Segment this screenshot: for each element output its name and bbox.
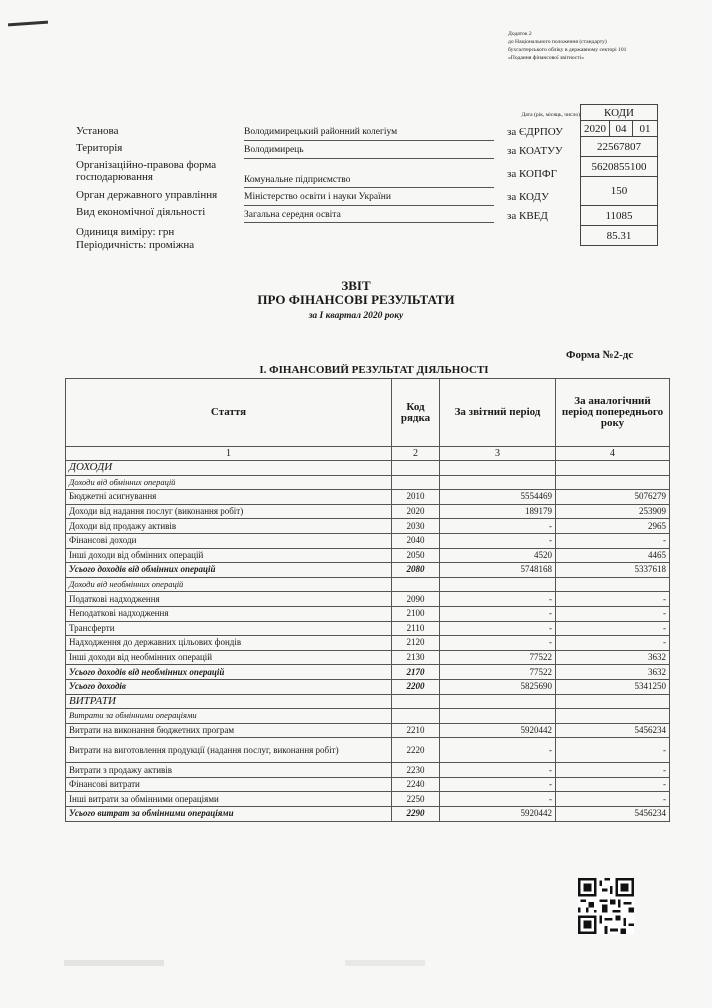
- codelabel-kodu: за КОДУ: [507, 191, 549, 203]
- row-label: Податкові надходження: [66, 592, 392, 607]
- row-code: 2040: [392, 533, 440, 548]
- codes-header: КОДИ: [581, 105, 658, 121]
- row-label: Усього витрат за обмінними операціями: [66, 807, 392, 822]
- pen-mark: [8, 21, 48, 27]
- row-label: Неподаткові надходження: [66, 606, 392, 621]
- row-previous: [556, 577, 670, 592]
- table-row: [66, 709, 670, 724]
- row-current: -: [440, 621, 556, 636]
- row-code: 2220: [392, 738, 440, 763]
- row-current: [440, 577, 556, 592]
- qr-code-icon: [578, 878, 634, 934]
- table-row: [66, 461, 670, 476]
- underline: [244, 158, 494, 159]
- row-label: Фінансові витрати: [66, 777, 392, 792]
- date-month: 04: [610, 121, 633, 137]
- annex-line: Додаток 2: [508, 31, 532, 37]
- row-current: -: [440, 763, 556, 778]
- row-current: -: [440, 777, 556, 792]
- header-current: За звітний період: [440, 379, 556, 447]
- codes-table: [580, 104, 658, 246]
- table-row: [66, 723, 670, 738]
- periodicity-label: Періодичність: проміжна: [76, 239, 195, 251]
- row-code: 2250: [392, 792, 440, 807]
- codelabel-kopfg: за КОПФГ: [507, 168, 557, 180]
- label-activity: Вид економічної діяльності: [76, 206, 206, 218]
- code-koatuu: 5620855100: [581, 157, 658, 177]
- table-row: [66, 777, 670, 792]
- table-row: [66, 679, 670, 694]
- row-code: [392, 475, 440, 490]
- value-org-form: Комунальне підприємство: [244, 175, 351, 185]
- row-current: -: [440, 533, 556, 548]
- row-previous: 3632: [556, 650, 670, 665]
- row-code: 2170: [392, 665, 440, 680]
- header-code: Код рядка: [392, 379, 440, 447]
- form-number: Форма №2-дс: [566, 349, 634, 361]
- footer-smudge: [64, 960, 164, 966]
- annex-line: «Подання фінансової звітності»: [508, 55, 585, 61]
- row-current: 77522: [440, 665, 556, 680]
- colnum: 2: [392, 447, 440, 461]
- row-code: [392, 709, 440, 724]
- table-row: [66, 738, 670, 763]
- unit-label: Одиниця виміру: грн: [76, 226, 175, 238]
- table-row: [66, 694, 670, 709]
- row-current: -: [440, 606, 556, 621]
- row-current: 5748168: [440, 563, 556, 578]
- row-previous: [556, 694, 670, 709]
- row-current: -: [440, 519, 556, 534]
- row-current: 5825690: [440, 679, 556, 694]
- table-row: [66, 650, 670, 665]
- row-label: Усього доходів від обмінних операцій: [66, 563, 392, 578]
- row-previous: -: [556, 606, 670, 621]
- row-code: 2210: [392, 723, 440, 738]
- code-kodu: 11085: [581, 206, 658, 226]
- row-previous: -: [556, 592, 670, 607]
- row-previous: 2965: [556, 519, 670, 534]
- colnum: 3: [440, 447, 556, 461]
- report-period: за I квартал 2020 року: [308, 311, 404, 321]
- row-current: 189179: [440, 504, 556, 519]
- annex-line: бухгалтерського обліку в державному секторі 101: [508, 47, 627, 53]
- value-institution: Володимирецький районний колегіум: [244, 127, 398, 137]
- row-previous: [556, 709, 670, 724]
- row-label: ДОХОДИ: [66, 461, 392, 476]
- header-article: Стаття: [66, 379, 392, 447]
- code-kved: 85.31: [581, 226, 658, 246]
- row-previous: 253909: [556, 504, 670, 519]
- row-previous: 4465: [556, 548, 670, 563]
- row-code: 2100: [392, 606, 440, 621]
- footer-smudge: [345, 960, 425, 966]
- table-row: [66, 665, 670, 680]
- row-previous: 5341250: [556, 679, 670, 694]
- row-code: 2110: [392, 621, 440, 636]
- row-current: 5920442: [440, 723, 556, 738]
- underline: [244, 205, 494, 206]
- table-row: [66, 606, 670, 621]
- codelabel-koatuu: за КОАТУУ: [507, 145, 563, 157]
- table-row: [66, 475, 670, 490]
- report-subtitle: ПРО ФІНАНСОВІ РЕЗУЛЬТАТИ: [257, 292, 455, 307]
- row-label: Доходи від необмінних операцій: [66, 577, 392, 592]
- table-row: [66, 577, 670, 592]
- row-current: -: [440, 592, 556, 607]
- row-label: Доходи від надання послуг (виконання робіт): [66, 504, 392, 519]
- row-current: 4520: [440, 548, 556, 563]
- row-code: 2130: [392, 650, 440, 665]
- colnum: 1: [66, 447, 392, 461]
- row-current: [440, 694, 556, 709]
- date-label: Дата (рік, місяць, число): [521, 112, 580, 118]
- row-previous: 5076279: [556, 490, 670, 505]
- annex-line: до Національного положення (стандарту): [508, 39, 607, 45]
- table-row: [66, 519, 670, 534]
- row-code: [392, 461, 440, 476]
- value-territory: Володимирець: [244, 145, 304, 155]
- row-current: -: [440, 636, 556, 651]
- row-code: 2050: [392, 548, 440, 563]
- row-previous: -: [556, 792, 670, 807]
- table-row: [66, 621, 670, 636]
- row-code: 2240: [392, 777, 440, 792]
- row-label: Інші доходи від обмінних операцій: [66, 548, 392, 563]
- row-previous: -: [556, 777, 670, 792]
- underline: [244, 222, 494, 223]
- label-org-form: Організаційно-правова форма господарювання: [76, 159, 217, 183]
- row-code: [392, 577, 440, 592]
- row-code: 2080: [392, 563, 440, 578]
- table-row: [66, 592, 670, 607]
- codelabel-edrpou: за ЄДРПОУ: [507, 126, 563, 138]
- row-previous: [556, 461, 670, 476]
- label-gov-body: Орган державного управління: [76, 189, 218, 201]
- row-previous: 3632: [556, 665, 670, 680]
- row-label: Витрати за обмінними операціями: [66, 709, 392, 724]
- table-row: [66, 792, 670, 807]
- row-previous: [556, 475, 670, 490]
- section-title: I. ФІНАНСОВИЙ РЕЗУЛЬТАТ ДІЯЛЬНОСТІ: [259, 364, 489, 376]
- row-previous: -: [556, 636, 670, 651]
- row-label: ВИТРАТИ: [66, 694, 392, 709]
- report-title: ЗВІТ: [341, 278, 371, 293]
- date-year: 2020: [581, 121, 610, 137]
- row-code: 2020: [392, 504, 440, 519]
- label-territory: Територія: [76, 142, 123, 154]
- value-activity: Загальна середня освіта: [244, 210, 341, 220]
- row-current: [440, 475, 556, 490]
- row-label: Доходи від продажу активів: [66, 519, 392, 534]
- row-current: [440, 709, 556, 724]
- date-day: 01: [633, 121, 658, 137]
- row-current: 5920442: [440, 807, 556, 822]
- table-row: [66, 636, 670, 651]
- row-label: Інші витрати за обмінними операціями: [66, 792, 392, 807]
- row-label: Надходження до державних цільових фондів: [66, 636, 392, 651]
- row-code: [392, 694, 440, 709]
- row-label: Витрати з продажу активів: [66, 763, 392, 778]
- colnum: 4: [556, 447, 670, 461]
- row-code: 2030: [392, 519, 440, 534]
- table-row: [66, 504, 670, 519]
- row-code: 2200: [392, 679, 440, 694]
- row-current: -: [440, 738, 556, 763]
- row-previous: -: [556, 621, 670, 636]
- row-current: -: [440, 792, 556, 807]
- row-label: Усього доходів: [66, 679, 392, 694]
- header-previous: За аналогічний період попереднього року: [556, 379, 670, 447]
- table-row: [66, 533, 670, 548]
- table-row: [66, 490, 670, 505]
- row-label: Витрати на виготовлення продукції (надання послуг, виконання робіт): [66, 738, 392, 763]
- table-row: [66, 548, 670, 563]
- row-label: Витрати на виконання бюджетних програм: [66, 723, 392, 738]
- row-label: Трансферти: [66, 621, 392, 636]
- value-gov-body: Міністерство освіти і науки України: [244, 192, 391, 202]
- row-code: 2290: [392, 807, 440, 822]
- row-previous: -: [556, 738, 670, 763]
- row-previous: -: [556, 763, 670, 778]
- row-label: Доходи від обмінних операцій: [66, 475, 392, 490]
- row-label: Фінансові доходи: [66, 533, 392, 548]
- row-previous: 5456234: [556, 723, 670, 738]
- code-edrpou: 22567807: [581, 137, 658, 157]
- table-row: [66, 563, 670, 578]
- row-label: Бюджетні асигнування: [66, 490, 392, 505]
- financial-results-table: [65, 378, 670, 822]
- row-current: 77522: [440, 650, 556, 665]
- row-previous: -: [556, 533, 670, 548]
- underline: [244, 187, 494, 188]
- label-institution: Установа: [76, 125, 119, 137]
- row-code: 2010: [392, 490, 440, 505]
- table-row: [66, 807, 670, 822]
- codelabel-kved: за КВЕД: [507, 210, 548, 222]
- annex-note: [508, 30, 708, 62]
- code-kopfg: 150: [581, 177, 658, 206]
- underline: [244, 140, 494, 141]
- row-code: 2230: [392, 763, 440, 778]
- row-previous: 5456234: [556, 807, 670, 822]
- table-row: [66, 763, 670, 778]
- row-previous: 5337618: [556, 563, 670, 578]
- row-label: Інші доходи від необмінних операцій: [66, 650, 392, 665]
- row-code: 2090: [392, 592, 440, 607]
- row-current: [440, 461, 556, 476]
- row-current: 5554469: [440, 490, 556, 505]
- row-code: 2120: [392, 636, 440, 651]
- row-label: Усього доходів від необмінних операцій: [66, 665, 392, 680]
